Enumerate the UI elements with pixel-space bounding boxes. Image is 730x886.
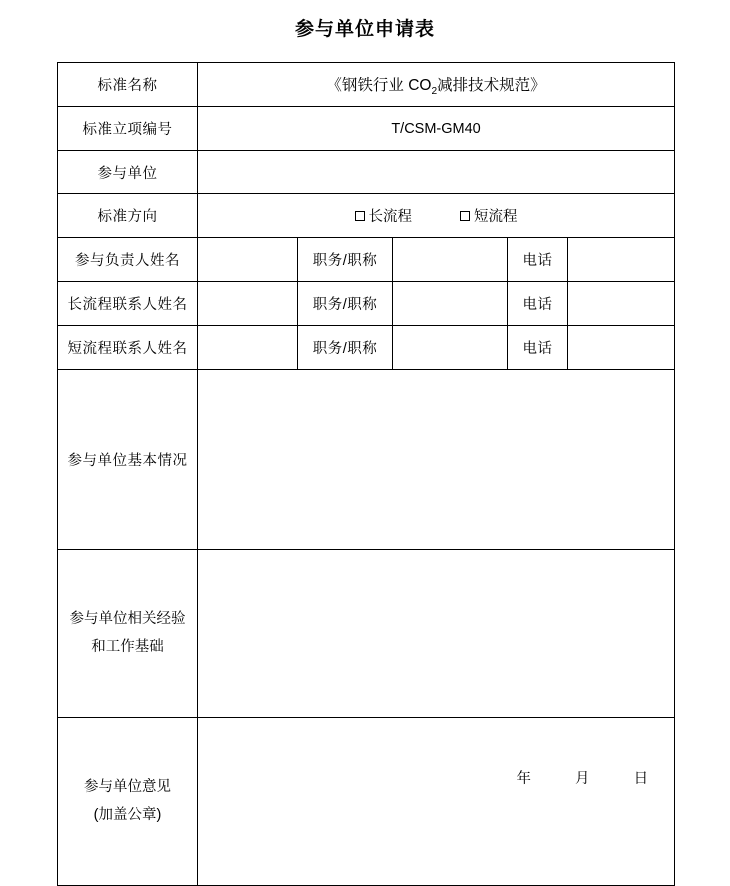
label-long-process-contact-title: 职务/职称 [298, 282, 393, 326]
value-standard-name[interactable] [198, 63, 675, 107]
label-opinion-line1: 参与单位意见 [84, 778, 171, 795]
label-short-process-contact-phone: 电话 [508, 326, 568, 370]
value-responsible-person-name[interactable] [198, 238, 298, 282]
label-opinion-line2: (加盖公章) [93, 806, 162, 823]
table-row-experience [58, 550, 675, 718]
checkbox-option-long-process[interactable] [355, 205, 413, 226]
value-project-number[interactable]: T/CSM-GM40 [198, 107, 675, 151]
checkbox-option-short-process[interactable] [460, 205, 518, 226]
value-experience[interactable] [198, 550, 675, 718]
label-opinion [58, 718, 198, 886]
value-short-process-contact-phone[interactable] [568, 326, 675, 370]
table-row-opinion [58, 718, 675, 886]
table-row-short-process-contact [58, 326, 675, 370]
page-title: 参与单位申请表 [294, 19, 435, 40]
value-short-process-contact-name[interactable] [198, 326, 298, 370]
label-responsible-person-title: 职务/职称 [298, 238, 393, 282]
table-row-responsible-person [58, 238, 675, 282]
application-form-table [57, 62, 675, 886]
label-standard-name: 标准名称 [58, 63, 198, 107]
label-responsible-person-phone: 电话 [508, 238, 568, 282]
table-row-standard-direction [58, 194, 675, 238]
value-basic-info[interactable] [198, 370, 675, 550]
value-responsible-person-phone[interactable] [568, 238, 675, 282]
standard-name-subscript: 2 [431, 85, 438, 97]
value-long-process-contact-phone[interactable] [568, 282, 675, 326]
value-long-process-contact-title[interactable] [393, 282, 508, 326]
label-standard-direction: 标准方向 [58, 194, 198, 238]
signature-date-line [517, 767, 651, 788]
standard-name-suffix: 减排技术规范》 [437, 76, 546, 94]
label-long-process-contact: 长流程联系人姓名 [58, 282, 198, 326]
label-short-process: 短流程 [474, 209, 518, 225]
label-responsible-person: 参与负责人姓名 [58, 238, 198, 282]
date-year-label: 年 [516, 770, 533, 787]
value-long-process-contact-name[interactable] [198, 282, 298, 326]
label-experience-line1: 参与单位相关经验 [69, 610, 186, 627]
date-month-label: 月 [575, 770, 592, 787]
table-row-participating-unit [58, 151, 675, 194]
value-participating-unit[interactable] [198, 151, 675, 194]
checkbox-icon[interactable] [355, 211, 365, 221]
table-row-project-number [58, 107, 675, 151]
label-long-process: 长流程 [368, 209, 413, 225]
standard-name-prefix: 《钢铁行业 CO [326, 76, 432, 94]
label-experience-line2: 和工作基础 [91, 638, 164, 655]
label-experience [58, 550, 198, 718]
table-row-standard-name [58, 63, 675, 107]
label-short-process-contact: 短流程联系人姓名 [58, 326, 198, 370]
table-row-long-process-contact [58, 282, 675, 326]
value-responsible-person-title[interactable] [393, 238, 508, 282]
label-project-number: 标准立项编号 [58, 107, 198, 151]
label-short-process-contact-title: 职务/职称 [298, 326, 393, 370]
label-long-process-contact-phone: 电话 [508, 282, 568, 326]
value-short-process-contact-title[interactable] [393, 326, 508, 370]
label-participating-unit: 参与单位 [58, 151, 198, 194]
date-day-label: 日 [633, 770, 651, 787]
value-standard-direction [198, 194, 675, 238]
value-opinion[interactable] [198, 718, 675, 886]
document-page [0, 14, 730, 883]
label-basic-info: 参与单位基本情况 [58, 370, 198, 550]
table-row-basic-info [58, 370, 675, 550]
checkbox-icon[interactable] [460, 211, 470, 221]
